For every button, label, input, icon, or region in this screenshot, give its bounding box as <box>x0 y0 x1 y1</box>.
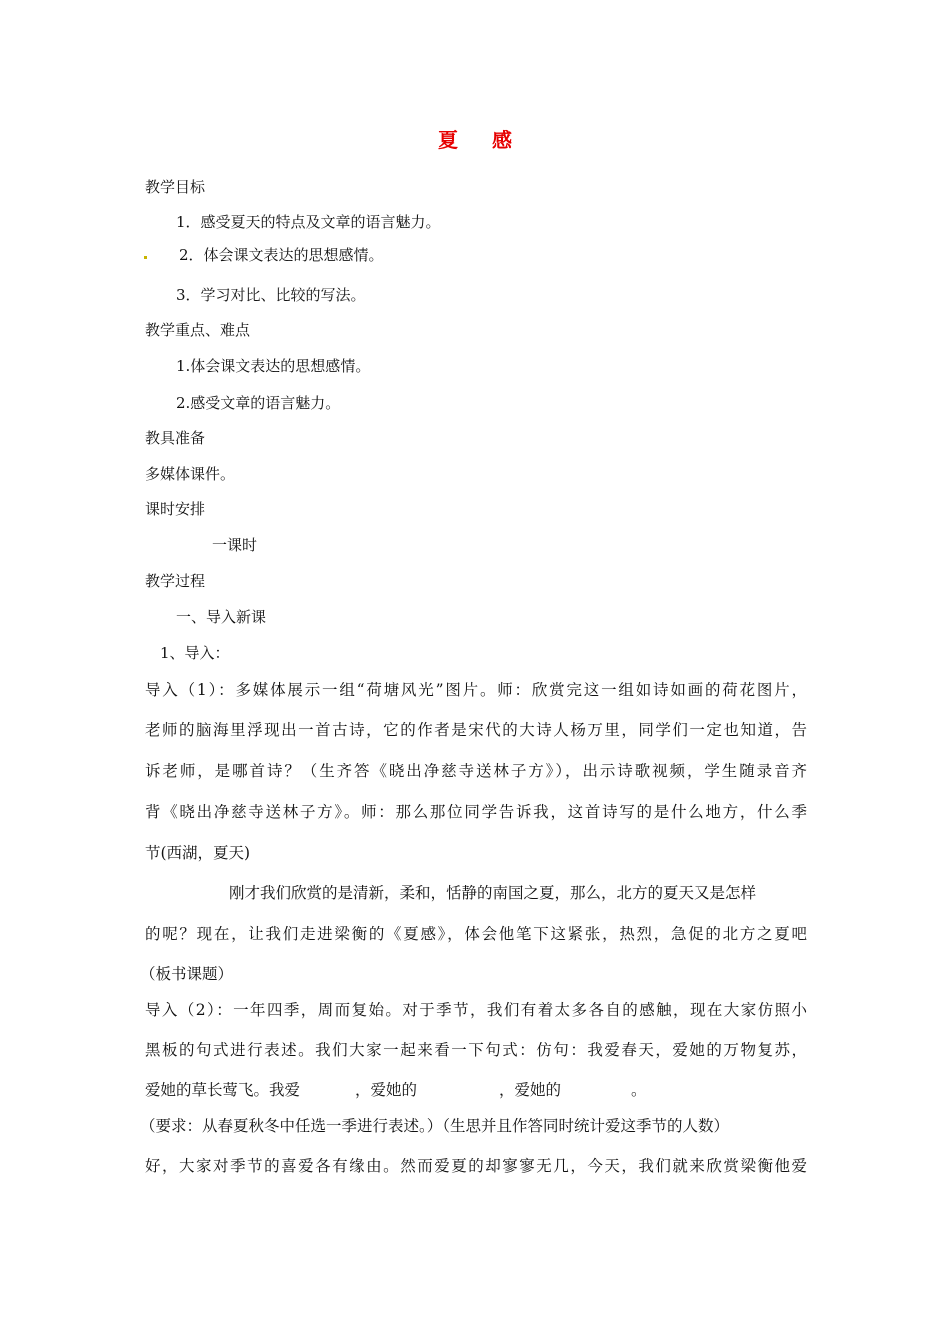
step-1-heading: 一、导入新课 <box>176 608 267 626</box>
intro2-line-1: 导入（2）：一年四季，周而复始。对于季节，我们有着太多各自的感触，现在大家仿照小 <box>145 1001 807 1019</box>
time-heading: 课时安排 <box>145 500 206 518</box>
intro1-line-3: 诉老师，是哪首诗？（生齐答《晓出净慈寺送林子方》），出示诗歌视频，学生随录音齐 <box>145 762 807 780</box>
document-title <box>0 124 950 153</box>
intro2-line-4: （要求：从春夏秋冬中任选一季进行表述。）（生思并且作答同时统计爱这季节的人数） <box>140 1117 730 1135</box>
intro2-line-3-part-a: 爱她的草长莺飞。我爱 <box>145 1081 301 1099</box>
time-text: 一课时 <box>212 536 258 554</box>
tools-text: 多媒体课件。 <box>145 465 236 483</box>
intro2-line-2: 黑板的句式进行表述。我们大家一起来看一下句式：仿句：我爱春天，爱她的万物复苏， <box>145 1041 807 1059</box>
intro2-line-3-part-d: 。 <box>631 1081 647 1099</box>
intro1b-line-2: 的呢？现在，让我们走进梁衡的《夏感》，体会他笔下这紧张，热烈，急促的北方之夏吧 <box>145 925 807 943</box>
title-char-2: 感 <box>492 128 512 152</box>
intro1-line-5: 节(西湖，夏天) <box>145 844 251 862</box>
intro2-line-3-part-c: ，爱她的 <box>499 1081 562 1099</box>
key-points-heading: 教学重点、难点 <box>145 321 251 339</box>
tools-heading: 教具准备 <box>145 429 206 447</box>
margin-marker <box>144 256 147 259</box>
intro1b-line-1: 刚才我们欣赏的是清新，柔和，恬静的南国之夏，那么，北方的夏天又是怎样 <box>229 884 757 902</box>
goals-heading: 教学目标 <box>145 178 206 196</box>
key-point-1: 1.体会课文表达的思想感情。 <box>176 357 371 375</box>
intro1b-line-3: （板书课题） <box>140 965 234 983</box>
intro1-line-4: 背《晓出净慈寺送林子方》。师：那么那位同学告诉我，这首诗写的是什么地方，什么季 <box>145 803 807 821</box>
step-1-1-heading: 1、导入： <box>160 644 230 662</box>
intro2-line-3-part-b: ，爱她的 <box>355 1081 418 1099</box>
intro1-line-2: 老师的脑海里浮现出一首古诗，它的作者是宋代的大诗人杨万里，同学们一定也知道，告 <box>145 721 807 739</box>
title-char-1: 夏 <box>438 128 458 152</box>
key-point-2: 2.感受文章的语言魅力。 <box>176 394 341 412</box>
goal-item-3: 3．学习对比、比较的写法。 <box>176 286 366 304</box>
goal-item-1: 1．感受夏天的特点及文章的语言魅力。 <box>176 213 441 231</box>
intro2-line-5: 好，大家对季节的喜爱各有缘由。然而爱夏的却寥寥无几，今天，我们就来欣赏梁衡他爱 <box>145 1157 807 1175</box>
process-heading: 教学过程 <box>145 572 206 590</box>
goal-item-2: 2．体会课文表达的思想感情。 <box>179 246 384 264</box>
intro1-line-1: 导入（1）：多媒体展示一组“荷塘风光”图片。师：欣赏完这一组如诗如画的荷花图片， <box>145 681 807 699</box>
intro2-line-3 <box>145 1081 807 1099</box>
